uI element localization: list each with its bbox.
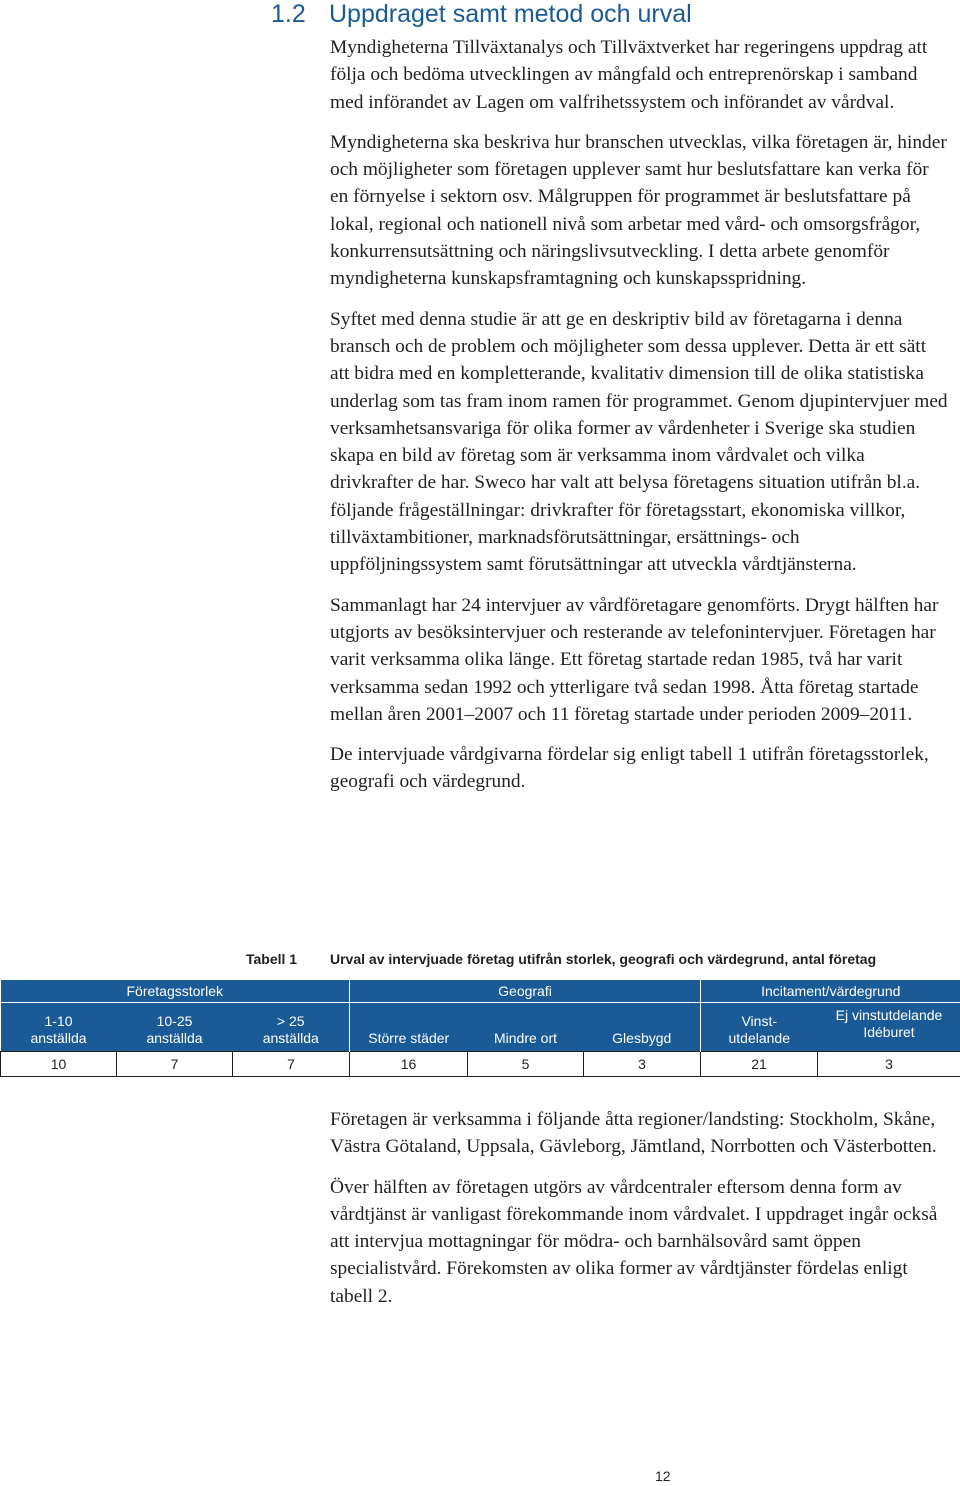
- column-header: Ej vinstutdelande Idéburet: [818, 1003, 960, 1052]
- column-header: Mindre ort: [468, 1003, 584, 1052]
- table-cell: 7: [233, 1052, 350, 1077]
- column-header: 10-25 anställda: [117, 1003, 233, 1052]
- body-text-top: [330, 34, 950, 809]
- table-cell: 7: [117, 1052, 233, 1077]
- paragraph: Sammanlagt har 24 intervjuer av vårdföretagare genomförts. Drygt hälften har utgjorts av besöksintervjuer och resterande av telefonintervjuer. Företagen har varit verksamma olika länge. Ett företag startade redan 1985, två har varit verksamma sedan 1992 och ytterligare två sedan 1998. Åtta företag startade mellan åren 2001–2007 och 11 företag startade under perioden 2009–2011.: [330, 594, 939, 725]
- group-header: Företagsstorlek: [1, 980, 350, 1003]
- table-cell: 3: [584, 1052, 701, 1077]
- table-row: [1, 1052, 960, 1077]
- column-header: > 25 anställda: [233, 1003, 350, 1052]
- table-cell: 3: [818, 1052, 960, 1077]
- section-title: Uppdraget samt metod och urval: [329, 0, 692, 28]
- paragraph: Myndigheterna ska beskriva hur branschen utvecklas, vilka företagen är, hinder och möjligheter som företagen upplever samt hur beslutsfattare kan verka för en förnyelse i sektorn osv. Målgruppen för programmet är beslutsfattare på lokal, regional och nationell nivå som arbetar med vård- och omsorgsfrågor, konkurrensutsättning och näringslivsutveckling. I detta arbete genomför myndigheterna kunskapsframtagning och kunskapsspridning.: [330, 131, 947, 290]
- table-cell: 16: [350, 1052, 468, 1077]
- column-header: Vinst- utdelande: [701, 1003, 818, 1052]
- group-header: Incitament/värdegrund: [701, 980, 960, 1003]
- paragraph: Syftet med denna studie är att ge en deskriptiv bild av företagarna i denna bransch och de problem och möjligheter som dessa upplever. Detta är ett sätt att bidra med en kompletterande, kvalitativ dimension till de olika statistiska underlag som tas fram inom ramen för programmet. Genom djupintervjuer med verksamhetsansvariga för olika former av vårdenheter i Sverige ska studien skapa en bild av företag som är verksamma inom vårdvalet och vilka drivkrafter de har. Sweco har valt att belysa företagens situation utifrån bl.a. följande frågeställningar: drivkrafter för företagsstart, ekonomiska villkor, tillväxtambitioner, marknadsförutsättningar, ersättnings- och uppföljningssystem samt förutsättningar att utveckla vårdtjänsterna.: [330, 308, 948, 576]
- column-header: Större städer: [350, 1003, 468, 1052]
- paragraph: Företagen är verksamma i följande åtta regioner/landsting: Stockholm, Skåne, Västra Götaland, Uppsala, Gävleborg, Jämtland, Norrbotten och Västerbotten.: [330, 1109, 937, 1158]
- table-1: [0, 980, 960, 1077]
- paragraph: De intervjuade vårdgivarna fördelar sig enligt tabell 1 utifrån företagsstorlek, geografi och värdegrund.: [330, 744, 929, 793]
- table-label: Tabell 1: [246, 951, 298, 967]
- section-heading: [271, 0, 692, 29]
- table-cell: 5: [468, 1052, 584, 1077]
- table-cell: 10: [1, 1052, 117, 1077]
- paragraph: Över hälften av företagen utgörs av vårdcentraler eftersom denna form av vårdtjänst är vanligast förekommande inom vårdvalet. I uppdraget ingår också att intervjua mottagningar för mödra- och barnhälsovård samt öppen specialistvård. Förekomsten av olika former av vårdtjänster fördelas enligt tabell 2.: [330, 1176, 938, 1307]
- page-number: 12: [655, 1468, 671, 1484]
- column-header: Glesbygd: [584, 1003, 701, 1052]
- body-text-bottom: [330, 1106, 950, 1323]
- table-column-header-row: [1, 1003, 960, 1052]
- table-group-header-row: [1, 980, 960, 1003]
- group-header: Geografi: [350, 980, 701, 1003]
- paragraph: Myndigheterna Tillväxtanalys och Tillväxtverket har regeringens uppdrag att följa och bedöma utvecklingen av mångfald och entreprenörskap i samband med införandet av Lagen om valfrihetssystem och införandet av vårdval.: [330, 37, 928, 113]
- section-number: 1.2: [271, 0, 306, 28]
- table-cell: 21: [701, 1052, 818, 1077]
- table-caption: Urval av intervjuade företag utifrån storlek, geografi och värdegrund, antal företag: [330, 951, 877, 967]
- column-header: 1-10 anställda: [1, 1003, 117, 1052]
